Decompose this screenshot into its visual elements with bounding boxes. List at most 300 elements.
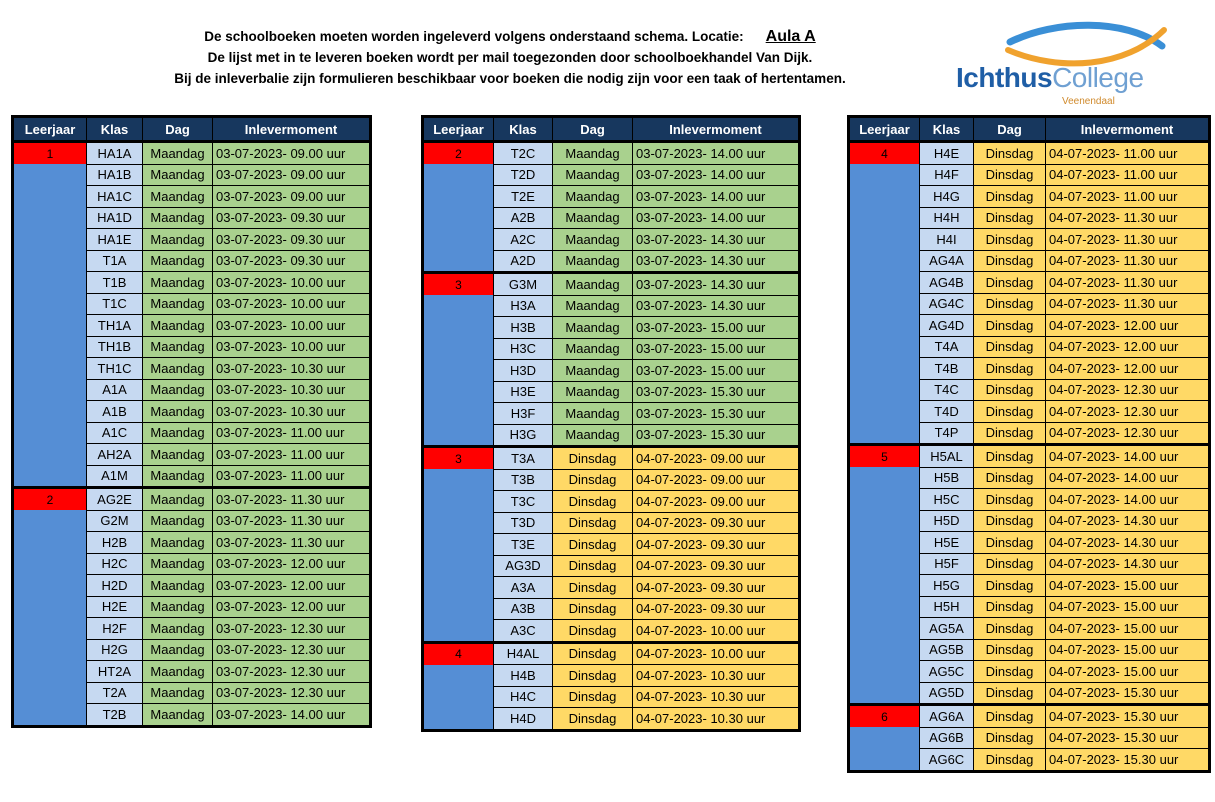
dag-cell: Maandag [143, 379, 213, 401]
inlevermoment-cell: 04-07-2023- 09.30 uur [633, 555, 800, 577]
klas-cell: AG5C [920, 661, 974, 683]
leerjaar-marker: 3 [423, 273, 494, 296]
leerjaar-cell [849, 749, 920, 772]
inlevermoment-cell: 04-07-2023- 14.00 uur [1046, 445, 1210, 468]
leerjaar-cell [423, 665, 494, 687]
inlevermoment-cell: 04-07-2023- 11.00 uur [1046, 142, 1210, 165]
dag-cell: Dinsdag [974, 639, 1046, 661]
table-header-row [13, 117, 371, 142]
leerjaar-cell [13, 336, 87, 358]
dag-cell: Dinsdag [974, 358, 1046, 380]
inlevermoment-cell: 03-07-2023- 11.00 uur [213, 422, 371, 444]
dag-cell: Maandag [143, 315, 213, 337]
table-row [849, 489, 1210, 511]
table-row [849, 532, 1210, 554]
inlevermoment-cell: 03-07-2023- 15.00 uur [633, 338, 800, 360]
leerjaar-cell [423, 686, 494, 708]
inlevermoment-cell: 03-07-2023- 12.00 uur [213, 575, 371, 597]
inlevermoment-cell: 03-07-2023- 10.00 uur [213, 315, 371, 337]
klas-cell: HA1B [87, 164, 143, 186]
dag-cell: Maandag [143, 207, 213, 229]
leerjaar-marker: 4 [423, 642, 494, 665]
table-row [423, 491, 800, 513]
dag-cell: Dinsdag [974, 618, 1046, 640]
table-row [849, 727, 1210, 749]
klas-cell: AG6A [920, 705, 974, 728]
dag-cell: Dinsdag [974, 315, 1046, 337]
leerjaar-cell [849, 293, 920, 315]
dag-cell: Dinsdag [974, 467, 1046, 489]
klas-cell: H5B [920, 467, 974, 489]
table-row [849, 510, 1210, 532]
leerjaar-cell [423, 491, 494, 513]
dag-cell: Dinsdag [974, 575, 1046, 597]
klas-cell: AG6C [920, 749, 974, 772]
inlevermoment-cell: 03-07-2023- 14.00 uur [633, 186, 800, 208]
dag-cell: Maandag [143, 358, 213, 380]
klas-cell: H2G [87, 639, 143, 661]
table-row [13, 401, 371, 423]
dag-cell: Dinsdag [974, 186, 1046, 208]
klas-cell: H3D [494, 360, 553, 382]
dag-cell: Dinsdag [553, 665, 633, 687]
inlevermoment-cell: 03-07-2023- 09.00 uur [213, 142, 371, 165]
column-header: Leerjaar [849, 117, 920, 142]
table-row [13, 596, 371, 618]
table-row [13, 639, 371, 661]
leerjaar-cell [13, 401, 87, 423]
klas-cell: T1B [87, 272, 143, 294]
klas-cell: AG4C [920, 293, 974, 315]
klas-cell: TH1B [87, 336, 143, 358]
klas-cell: H4F [920, 164, 974, 186]
leerjaar-cell [423, 338, 494, 360]
table-row [13, 488, 371, 511]
klas-cell: TH1A [87, 315, 143, 337]
dag-cell: Dinsdag [553, 620, 633, 643]
table-row [13, 186, 371, 208]
table-row [423, 360, 800, 382]
table-row [849, 293, 1210, 315]
inlevermoment-cell: 04-07-2023- 09.00 uur [633, 447, 800, 470]
table-row [423, 403, 800, 425]
klas-cell: HA1C [87, 186, 143, 208]
inlevermoment-cell: 04-07-2023- 15.30 uur [1046, 705, 1210, 728]
klas-cell: G3M [494, 273, 553, 296]
dag-cell: Dinsdag [553, 642, 633, 665]
leerjaar-cell [849, 682, 920, 705]
leerjaar-cell [13, 164, 87, 186]
table-row [13, 661, 371, 683]
leerjaar-cell [423, 317, 494, 339]
klas-cell: H5E [920, 532, 974, 554]
leerjaar-cell [849, 575, 920, 597]
klas-cell: T4P [920, 422, 974, 445]
inlevermoment-cell: 04-07-2023- 11.30 uur [1046, 293, 1210, 315]
dag-cell: Dinsdag [974, 164, 1046, 186]
dag-cell: Maandag [143, 272, 213, 294]
schedule-table-2 [421, 115, 801, 732]
dag-cell: Dinsdag [974, 207, 1046, 229]
dag-cell: Maandag [553, 186, 633, 208]
dag-cell: Maandag [143, 704, 213, 727]
leerjaar-cell [849, 379, 920, 401]
leerjaar-marker: 2 [13, 488, 87, 511]
inlevermoment-cell: 04-07-2023- 09.30 uur [633, 577, 800, 599]
klas-cell: T4B [920, 358, 974, 380]
leerjaar-cell [849, 229, 920, 251]
leerjaar-cell [13, 618, 87, 640]
table-row [13, 704, 371, 727]
inlevermoment-cell: 03-07-2023- 09.00 uur [213, 164, 371, 186]
inlevermoment-cell: 03-07-2023- 09.30 uur [213, 207, 371, 229]
leerjaar-cell [13, 444, 87, 466]
inlevermoment-cell: 04-07-2023- 10.00 uur [633, 642, 800, 665]
inlevermoment-cell: 03-07-2023- 10.30 uur [213, 379, 371, 401]
table-row [13, 532, 371, 554]
leerjaar-cell [13, 575, 87, 597]
dag-cell: Dinsdag [974, 489, 1046, 511]
leerjaar-cell [13, 661, 87, 683]
leerjaar-cell [423, 512, 494, 534]
table-row [849, 705, 1210, 728]
leerjaar-cell [423, 207, 494, 229]
leerjaar-cell [13, 532, 87, 554]
dag-cell: Dinsdag [974, 705, 1046, 728]
klas-cell: T4D [920, 401, 974, 423]
klas-cell: H2E [87, 596, 143, 618]
dag-cell: Maandag [553, 229, 633, 251]
inlevermoment-cell: 04-07-2023- 12.00 uur [1046, 336, 1210, 358]
inlevermoment-cell: 04-07-2023- 14.30 uur [1046, 553, 1210, 575]
leerjaar-marker: 6 [849, 705, 920, 728]
inlevermoment-cell: 03-07-2023- 10.00 uur [213, 272, 371, 294]
column-header: Inlevermoment [633, 117, 800, 142]
klas-cell: H5AL [920, 445, 974, 468]
klas-cell: A1B [87, 401, 143, 423]
table-row [423, 577, 800, 599]
table-row [13, 510, 371, 532]
klas-cell: A1C [87, 422, 143, 444]
column-header: Klas [494, 117, 553, 142]
table-row [13, 618, 371, 640]
inlevermoment-cell: 04-07-2023- 11.00 uur [1046, 186, 1210, 208]
inlevermoment-cell: 04-07-2023- 09.30 uur [633, 598, 800, 620]
leerjaar-cell [849, 186, 920, 208]
inlevermoment-cell: 04-07-2023- 15.00 uur [1046, 575, 1210, 597]
leerjaar-marker: 3 [423, 447, 494, 470]
table-row [849, 575, 1210, 597]
klas-cell: H3C [494, 338, 553, 360]
dag-cell: Maandag [143, 682, 213, 704]
leerjaar-cell [423, 250, 494, 273]
inlevermoment-cell: 03-07-2023- 12.30 uur [213, 661, 371, 683]
table-row [13, 379, 371, 401]
klas-cell: H4AL [494, 642, 553, 665]
dag-cell: Dinsdag [974, 510, 1046, 532]
klas-cell: H3G [494, 424, 553, 447]
inlevermoment-cell: 04-07-2023- 12.30 uur [1046, 379, 1210, 401]
logo-brand-bold: Ichthus [956, 62, 1053, 93]
inlevermoment-cell: 03-07-2023- 14.30 uur [633, 295, 800, 317]
leerjaar-cell [849, 618, 920, 640]
klas-cell: T2E [494, 186, 553, 208]
column-header: Inlevermoment [213, 117, 371, 142]
dag-cell: Maandag [143, 465, 213, 488]
logo-brand-light: College [1052, 62, 1144, 93]
klas-cell: T3D [494, 512, 553, 534]
column-header: Inlevermoment [1046, 117, 1210, 142]
table-row [423, 317, 800, 339]
klas-cell: HA1E [87, 229, 143, 251]
table-row [423, 142, 800, 165]
inlevermoment-cell: 03-07-2023- 12.30 uur [213, 639, 371, 661]
inlevermoment-cell: 03-07-2023- 11.30 uur [213, 488, 371, 511]
klas-cell: HT2A [87, 661, 143, 683]
dag-cell: Maandag [143, 488, 213, 511]
table-row [849, 358, 1210, 380]
inlevermoment-cell: 04-07-2023- 11.30 uur [1046, 250, 1210, 272]
inlevermoment-cell: 03-07-2023- 15.30 uur [633, 424, 800, 447]
leerjaar-cell [13, 510, 87, 532]
table-row [423, 250, 800, 273]
leerjaar-cell [423, 295, 494, 317]
table-row [423, 295, 800, 317]
leerjaar-cell [423, 424, 494, 447]
klas-cell: T3E [494, 534, 553, 556]
inlevermoment-cell: 03-07-2023- 09.30 uur [213, 229, 371, 251]
inlevermoment-cell: 04-07-2023- 11.00 uur [1046, 164, 1210, 186]
klas-cell: H2D [87, 575, 143, 597]
dag-cell: Dinsdag [553, 598, 633, 620]
inlevermoment-cell: 04-07-2023- 10.30 uur [633, 686, 800, 708]
dag-cell: Maandag [553, 338, 633, 360]
dag-cell: Maandag [143, 336, 213, 358]
table-row [849, 422, 1210, 445]
table-row [849, 445, 1210, 468]
klas-cell: TH1C [87, 358, 143, 380]
klas-cell: T4C [920, 379, 974, 401]
leerjaar-cell [849, 727, 920, 749]
inlevermoment-cell: 04-07-2023- 14.00 uur [1046, 489, 1210, 511]
table-row [423, 555, 800, 577]
dag-cell: Maandag [143, 444, 213, 466]
klas-cell: H2C [87, 553, 143, 575]
dag-cell: Maandag [143, 661, 213, 683]
column-header: Dag [553, 117, 633, 142]
leerjaar-cell [423, 598, 494, 620]
table-row [13, 575, 371, 597]
header-line-1 [100, 26, 920, 47]
table-row [423, 598, 800, 620]
table-row [423, 381, 800, 403]
klas-cell: H4B [494, 665, 553, 687]
table-row [849, 661, 1210, 683]
klas-cell: H3F [494, 403, 553, 425]
leerjaar-cell [849, 272, 920, 294]
column-header: Leerjaar [423, 117, 494, 142]
klas-cell: AG5A [920, 618, 974, 640]
inlevermoment-cell: 04-07-2023- 15.00 uur [1046, 618, 1210, 640]
leerjaar-cell [423, 534, 494, 556]
table-row [423, 186, 800, 208]
klas-cell: H5H [920, 596, 974, 618]
dag-cell: Dinsdag [974, 379, 1046, 401]
table-row [423, 207, 800, 229]
table-row [423, 424, 800, 447]
leerjaar-cell [849, 401, 920, 423]
leerjaar-cell [849, 639, 920, 661]
dag-cell: Dinsdag [553, 469, 633, 491]
leerjaar-cell [13, 272, 87, 294]
klas-cell: AG5D [920, 682, 974, 705]
dag-cell: Dinsdag [553, 555, 633, 577]
inlevermoment-cell: 04-07-2023- 15.30 uur [1046, 682, 1210, 705]
leerjaar-cell [423, 403, 494, 425]
klas-cell: H4G [920, 186, 974, 208]
table-row [423, 512, 800, 534]
dag-cell: Dinsdag [974, 445, 1046, 468]
leerjaar-cell [13, 596, 87, 618]
klas-cell: A2C [494, 229, 553, 251]
table-row [849, 207, 1210, 229]
klas-cell: AG5B [920, 639, 974, 661]
leerjaar-marker: 2 [423, 142, 494, 165]
dag-cell: Maandag [143, 553, 213, 575]
table-row [13, 142, 371, 165]
table-row [849, 272, 1210, 294]
table-row [13, 422, 371, 444]
klas-cell: AG4D [920, 315, 974, 337]
leerjaar-cell [849, 250, 920, 272]
table-row [13, 465, 371, 488]
table-row [849, 164, 1210, 186]
dag-cell: Maandag [553, 360, 633, 382]
inlevermoment-cell: 03-07-2023- 14.00 uur [633, 142, 800, 165]
dag-cell: Maandag [143, 164, 213, 186]
header-line-3: Bij de inleverbalie zijn formulieren beschikbaar voor boeken die nodig zijn voor een taak of hertentamen. [174, 71, 846, 86]
inlevermoment-cell: 03-07-2023- 11.30 uur [213, 510, 371, 532]
table-header-row [423, 117, 800, 142]
inlevermoment-cell: 03-07-2023- 15.00 uur [633, 360, 800, 382]
location-value: Aula A [765, 28, 816, 45]
leerjaar-cell [423, 555, 494, 577]
inlevermoment-cell: 03-07-2023- 11.00 uur [213, 465, 371, 488]
inlevermoment-cell: 04-07-2023- 14.30 uur [1046, 510, 1210, 532]
table-row [423, 686, 800, 708]
table-row [13, 164, 371, 186]
leerjaar-cell [849, 164, 920, 186]
inlevermoment-cell: 03-07-2023- 11.00 uur [213, 444, 371, 466]
dag-cell: Maandag [143, 401, 213, 423]
leerjaar-cell [13, 250, 87, 272]
klas-cell: T2C [494, 142, 553, 165]
column-header: Dag [143, 117, 213, 142]
klas-cell: H3B [494, 317, 553, 339]
dag-cell: Dinsdag [553, 491, 633, 513]
table-row [13, 207, 371, 229]
inlevermoment-cell: 04-07-2023- 10.00 uur [633, 620, 800, 643]
klas-cell: T2B [87, 704, 143, 727]
leerjaar-cell [849, 661, 920, 683]
table-row [423, 642, 800, 665]
inlevermoment-cell: 03-07-2023- 10.00 uur [213, 293, 371, 315]
table-row [13, 682, 371, 704]
inlevermoment-cell: 03-07-2023- 11.30 uur [213, 532, 371, 554]
dag-cell: Maandag [553, 403, 633, 425]
table-row [423, 229, 800, 251]
inlevermoment-cell: 03-07-2023- 09.30 uur [213, 250, 371, 272]
klas-cell: A1A [87, 379, 143, 401]
inlevermoment-cell: 04-07-2023- 15.30 uur [1046, 727, 1210, 749]
dag-cell: Maandag [553, 250, 633, 273]
inlevermoment-cell: 03-07-2023- 10.00 uur [213, 336, 371, 358]
dag-cell: Dinsdag [553, 686, 633, 708]
inlevermoment-cell: 04-07-2023- 11.30 uur [1046, 272, 1210, 294]
dag-cell: Maandag [143, 422, 213, 444]
schedule-table-1 [11, 115, 372, 728]
leerjaar-cell [13, 315, 87, 337]
dag-cell: Dinsdag [974, 401, 1046, 423]
inlevermoment-cell: 04-07-2023- 11.30 uur [1046, 207, 1210, 229]
inlevermoment-cell: 04-07-2023- 09.30 uur [633, 512, 800, 534]
column-header: Leerjaar [13, 117, 87, 142]
dag-cell: Dinsdag [974, 422, 1046, 445]
dag-cell: Dinsdag [553, 447, 633, 470]
klas-cell: A1M [87, 465, 143, 488]
klas-cell: AG6B [920, 727, 974, 749]
dag-cell: Dinsdag [974, 142, 1046, 165]
inlevermoment-cell: 04-07-2023- 12.00 uur [1046, 315, 1210, 337]
klas-cell: H4I [920, 229, 974, 251]
dag-cell: Dinsdag [974, 532, 1046, 554]
dag-cell: Maandag [143, 229, 213, 251]
dag-cell: Dinsdag [974, 272, 1046, 294]
klas-cell: T1A [87, 250, 143, 272]
leerjaar-cell [13, 186, 87, 208]
klas-cell: T2A [87, 682, 143, 704]
table-row [849, 596, 1210, 618]
inlevermoment-cell: 04-07-2023- 14.30 uur [1046, 532, 1210, 554]
dag-cell: Maandag [553, 273, 633, 296]
inlevermoment-cell: 03-07-2023- 14.30 uur [633, 229, 800, 251]
table-row [13, 553, 371, 575]
table-row [849, 749, 1210, 772]
table-row [849, 401, 1210, 423]
leerjaar-cell [13, 465, 87, 488]
inlevermoment-cell: 04-07-2023- 15.00 uur [1046, 639, 1210, 661]
dag-cell: Dinsdag [974, 553, 1046, 575]
leerjaar-cell [423, 469, 494, 491]
table-row [13, 444, 371, 466]
table-row [423, 469, 800, 491]
leerjaar-cell [423, 186, 494, 208]
dag-cell: Maandag [143, 575, 213, 597]
klas-cell: AG4A [920, 250, 974, 272]
leerjaar-cell [423, 577, 494, 599]
klas-cell: AG4B [920, 272, 974, 294]
fish-swoosh-icon [950, 10, 1180, 110]
schedule-table-3 [847, 115, 1211, 773]
leerjaar-cell [849, 510, 920, 532]
leerjaar-cell [423, 164, 494, 186]
leerjaar-marker: 5 [849, 445, 920, 468]
table-row [849, 336, 1210, 358]
table-row [423, 273, 800, 296]
header-line-1-text: De schoolboeken moeten worden ingeleverd volgens onderstaand schema. Locatie: [204, 29, 744, 44]
table-row [423, 447, 800, 470]
dag-cell: Maandag [143, 596, 213, 618]
